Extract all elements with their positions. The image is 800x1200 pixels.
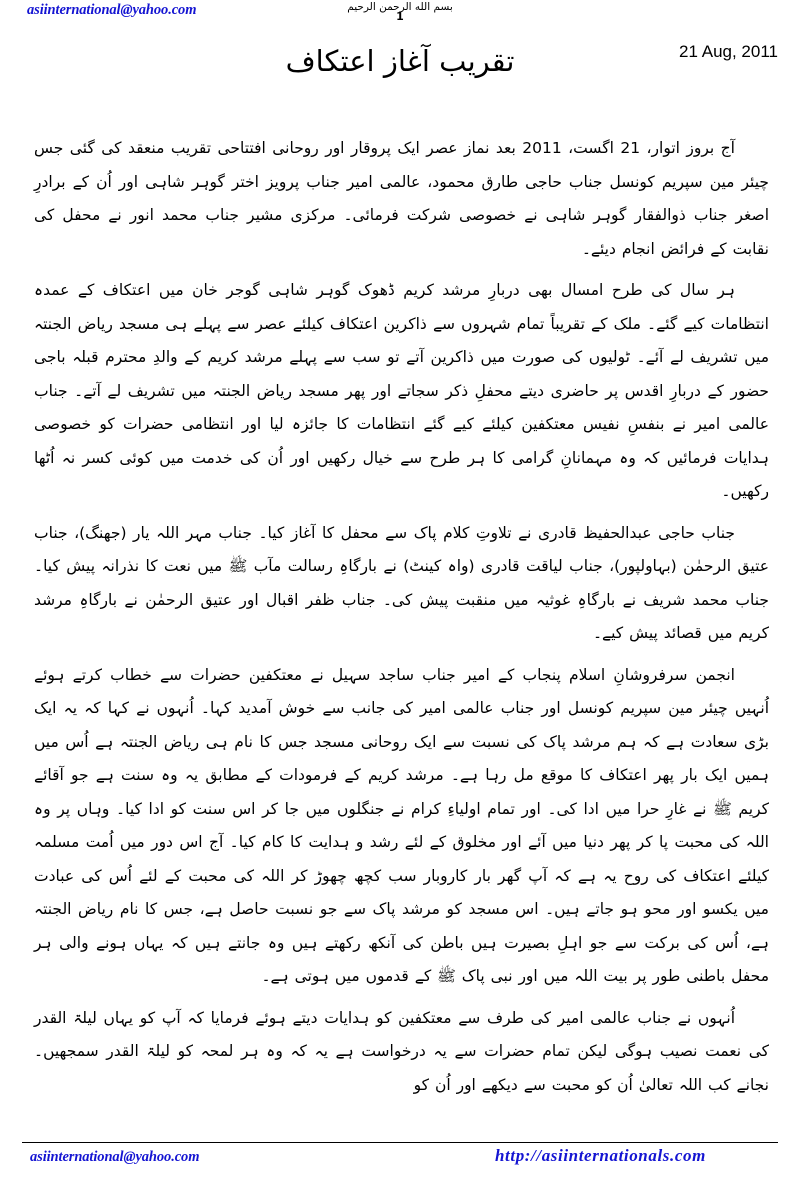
- body-paragraph: اُنہوں نے جناب عالمی امیر کی طرف سے معتکفین کو ہدایات دیتے ہوئے فرمایا کہ آپ کو یہاں لیلۃ القدر کی نعمت نصیب ہوگی لیکن تمام حضرات سے یہ درخواست ہے یہ کہ وہ ہر لمحہ کو لیلۃ القدر سمجھیں۔ نجانے کب اللہ تعالیٰ اُن کو محبت سے دیکھے اور اُن کو: [34, 1008, 769, 1094]
- header-email-link[interactable]: asiinternational@yahoo.com: [27, 2, 197, 18]
- document-body: [34, 132, 769, 1102]
- page-number: 1: [396, 10, 404, 23]
- bismillah-text: بسم الله الرحمن الرحيم: [347, 1, 453, 13]
- body-paragraph: جناب حاجی عبدالحفیظ قادری نے تلاوتِ کلام پاک سے محفل کا آغاز کیا۔ جناب مہر اللہ یار (جھنگ)، جناب عتیق الرحمٰن (بہاولپور)، جناب لیاقت قادری (واہ کینٹ) نے بارگاہِ رسالت مآب ﷺ میں نعت کا نذرانہ پیش کیا۔ جناب محمد شریف نے بارگاہِ غوثیہ میں منقبت پیش کی۔ جناب ظفر اقبال اور عتیق الرحمٰن نے بارگاہِ مرشد کریم میں قصائد پیش کیے۔: [34, 523, 769, 642]
- document-date: 21 Aug, 2011: [679, 42, 778, 61]
- body-paragraph: انجمن سرفروشانِ اسلام پنجاب کے امیر جناب ساجد سہیل نے معتکفین حضرات سے خطاب کرتے ہوئے اُنہیں چیئر مین سپریم کونسل اور جناب عالمی امیر کی جانب سے خوش آمدید کہا۔ اُنہوں نے کہا کہ یہ ایک بڑی سعادت ہے کہ ہم مرشد پاک کی نسبت سے ایک روحانی مسجد جس کا نام ہی ریاض الجنتہ ہے اُس میں ہمیں ایک بار پھر اعتکاف کا موقع مل رہا ہے۔ مرشد کریم کے فرمودات کے مطابق یہ وہ سنت ہے جو آقائے کریم ﷺ نے غارِ حرا میں ادا کی۔ اور تمام اولیاءِ کرام نے جنگلوں میں جا کر اس سنت کو ادا کیا۔ وہاں پر وہ اللہ کی محبت پا کر پھر دنیا میں آئے اور مخلوق کے لئے رشد و ہدایت کا کام کیا۔ آج اس دور میں اُمت مسلمہ کیلئے اعتکاف کی روح یہ ہے کہ آپ گھر بار کاروبار سب کچھ چھوڑ کر اللہ کی محبت کے لئے اُس کی عبادت میں یکسو اور محو ہو جاتے ہیں۔ اس مسجد کو مرشد پاک سے جو نسبت حاصل ہے، جس کا نام ریاض الجنتہ ہے، اُس کی برکت سے جو اہلِ بصیرت ہیں باطن کی آنکھ رکھتے ہیں وہ جانتے ہیں کہ یہاں ہونے والی ہر محفل باطنی طور پر بیت اللہ میں اور نبی پاک ﷺ کے قدموں میں ہوتی ہے۔: [34, 665, 769, 985]
- footer-website-link[interactable]: http://asiinternationals.com: [495, 1146, 706, 1165]
- body-paragraph: ہر سال کی طرح امسال بھی دربارِ مرشد کریم ڈھوک گوہر شاہی گوجر خان میں اعتکاف کے عمدہ انتظامات کیے گئے۔ ملک کے تقریباً تمام شہروں سے ذاکرین اعتکاف کیلئے عصر سے پہلے ہی مسجد ریاض الجنتہ میں تشریف لے آئے۔ ٹولیوں کی صورت میں ذاکرین آتے تو سب سے پہلے مرشد کریم کے والدِ محترم قبلہ باجی حضور کے دربارِ اقدس پر حاضری دیتے محفلِ ذکر سجاتے اور پھر مسجد ریاض الجنتہ میں تشریف لے آتے۔ جناب عالمی امیر نے بنفسِ نفیس معتکفین کیلئے کیے گئے انتظامات کا جائزہ لیا اور انتظامی حضرات کو خصوصی ہدایات فرمائیں کہ وہ مہمانانِ گرامی کا ہر طرح سے خیال رکھیں اور اُن کی خدمت میں کوئی کسر نہ اُٹھا رکھیں۔: [34, 281, 769, 500]
- page-title: تقریب آغاز اعتکاف: [285, 44, 515, 78]
- page-footer: [0, 1136, 800, 1200]
- body-paragraph: آج بروز اتوار، 21 اگست، 2011 بعد نماز عصر ایک پروقار اور روحانی افتتاحی تقریب منعقد کی گئی جس چیئر مین سپریم کونسل جناب حاجی طارق محمود، عالمی امیر جناب پرویز اختر گوہر شاہی اور اُن کے برادرِ اصغر جناب ذوالفقار گوہر شاہی نے خصوصی شرکت فرمائی۔ مرکزی مشیر جناب محمد انور نے محفل کی نقابت کے فرائض انجام دیئے۔: [34, 139, 769, 258]
- footer-email-link[interactable]: asiinternational@yahoo.com: [30, 1149, 200, 1165]
- bismillah-block: [0, 1, 800, 22]
- page-header: [0, 0, 800, 120]
- footer-divider: [22, 1142, 778, 1143]
